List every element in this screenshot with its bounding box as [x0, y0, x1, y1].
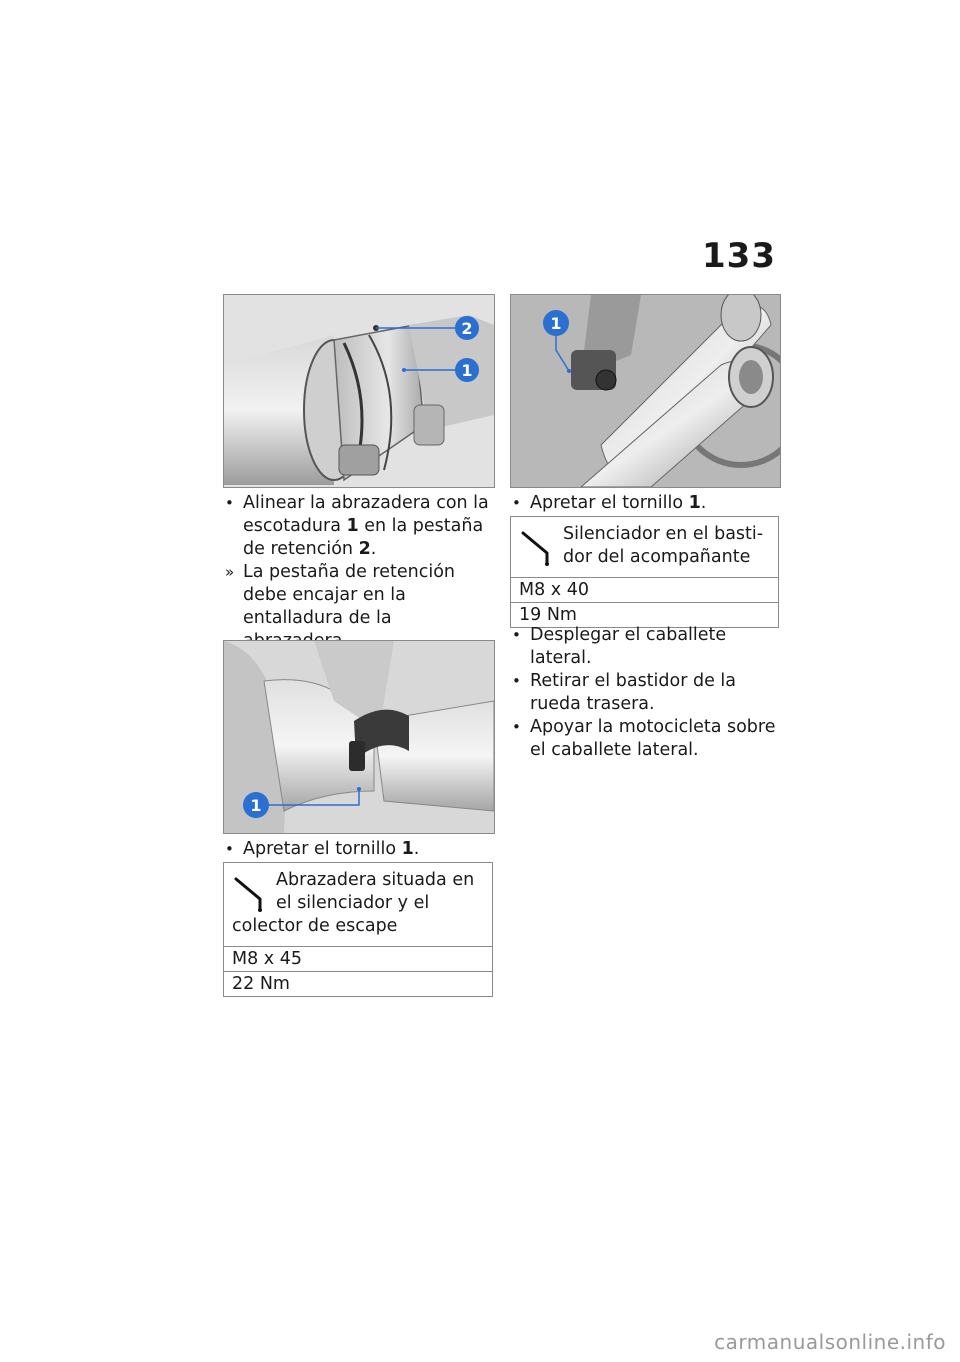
- callout-label: 1: [250, 796, 262, 815]
- bullet: •: [512, 494, 521, 512]
- torque-spec-header: [224, 863, 492, 946]
- step-rest-on-side-stand: • Apoyar la motocicleta sobre el caballete lateral.: [512, 717, 776, 760]
- callout-label: 1: [461, 361, 473, 380]
- torque-spec-size: M8 x 45: [224, 946, 492, 971]
- clamp-alignment-illustration: [224, 295, 494, 487]
- right-steps-1: [510, 492, 780, 515]
- step-remove-rear-stand: • Retirar el bastidor de la rueda trasera.: [512, 671, 737, 714]
- torque-spec-header: [511, 517, 778, 577]
- watermark: carmanualsonline.info: [714, 1330, 946, 1354]
- clamp-screw-illustration: [224, 641, 494, 833]
- torque-spec-value: 22 Nm: [224, 971, 492, 996]
- torque-spec-table: [223, 862, 493, 997]
- step-align-clamp: • Alinear la abrazadera con la escotadura 1 en la pestaña de retención 2.: [225, 493, 489, 559]
- left-steps-1: [223, 492, 493, 653]
- right-steps-2: [510, 624, 780, 762]
- torque-spec-value: 19 Nm: [511, 602, 778, 627]
- step-tighten-screw: • Apretar el tornillo 1.: [512, 493, 707, 513]
- result-marker: »: [225, 563, 235, 581]
- torque-spec-table: [510, 516, 779, 628]
- torque-spec-title: Abrazadera situada en el silenciador y el colector de escape: [232, 870, 475, 936]
- figure-clamp-screw: [223, 640, 495, 834]
- torque-wrench-icon: [519, 527, 559, 567]
- page-number: 133: [702, 236, 776, 276]
- left-steps-2: [223, 838, 493, 861]
- bullet: •: [225, 840, 234, 858]
- bullet: •: [512, 672, 521, 690]
- result-tab-engages: » La pestaña de retención debe encajar en la entalladura de la: [225, 562, 456, 628]
- bullet: •: [512, 718, 521, 736]
- torque-spec-title: Silenciador en el basti-dor del acompañante: [563, 524, 764, 567]
- callout-label: 1: [550, 314, 562, 333]
- silencer-screw-illustration: [511, 295, 780, 487]
- figure-clamp-alignment: [223, 294, 495, 488]
- callout-label: 2: [461, 319, 473, 338]
- step-tighten-screw: • Apretar el tornillo 1.: [225, 839, 420, 859]
- bullet: •: [225, 494, 234, 512]
- torque-spec-size: M8 x 40: [511, 577, 778, 602]
- torque-wrench-icon: [232, 873, 272, 913]
- figure-silencer-screw: [510, 294, 781, 488]
- step-deploy-side-stand: • Desplegar el caballete lateral.: [512, 625, 727, 668]
- bullet: •: [512, 626, 521, 644]
